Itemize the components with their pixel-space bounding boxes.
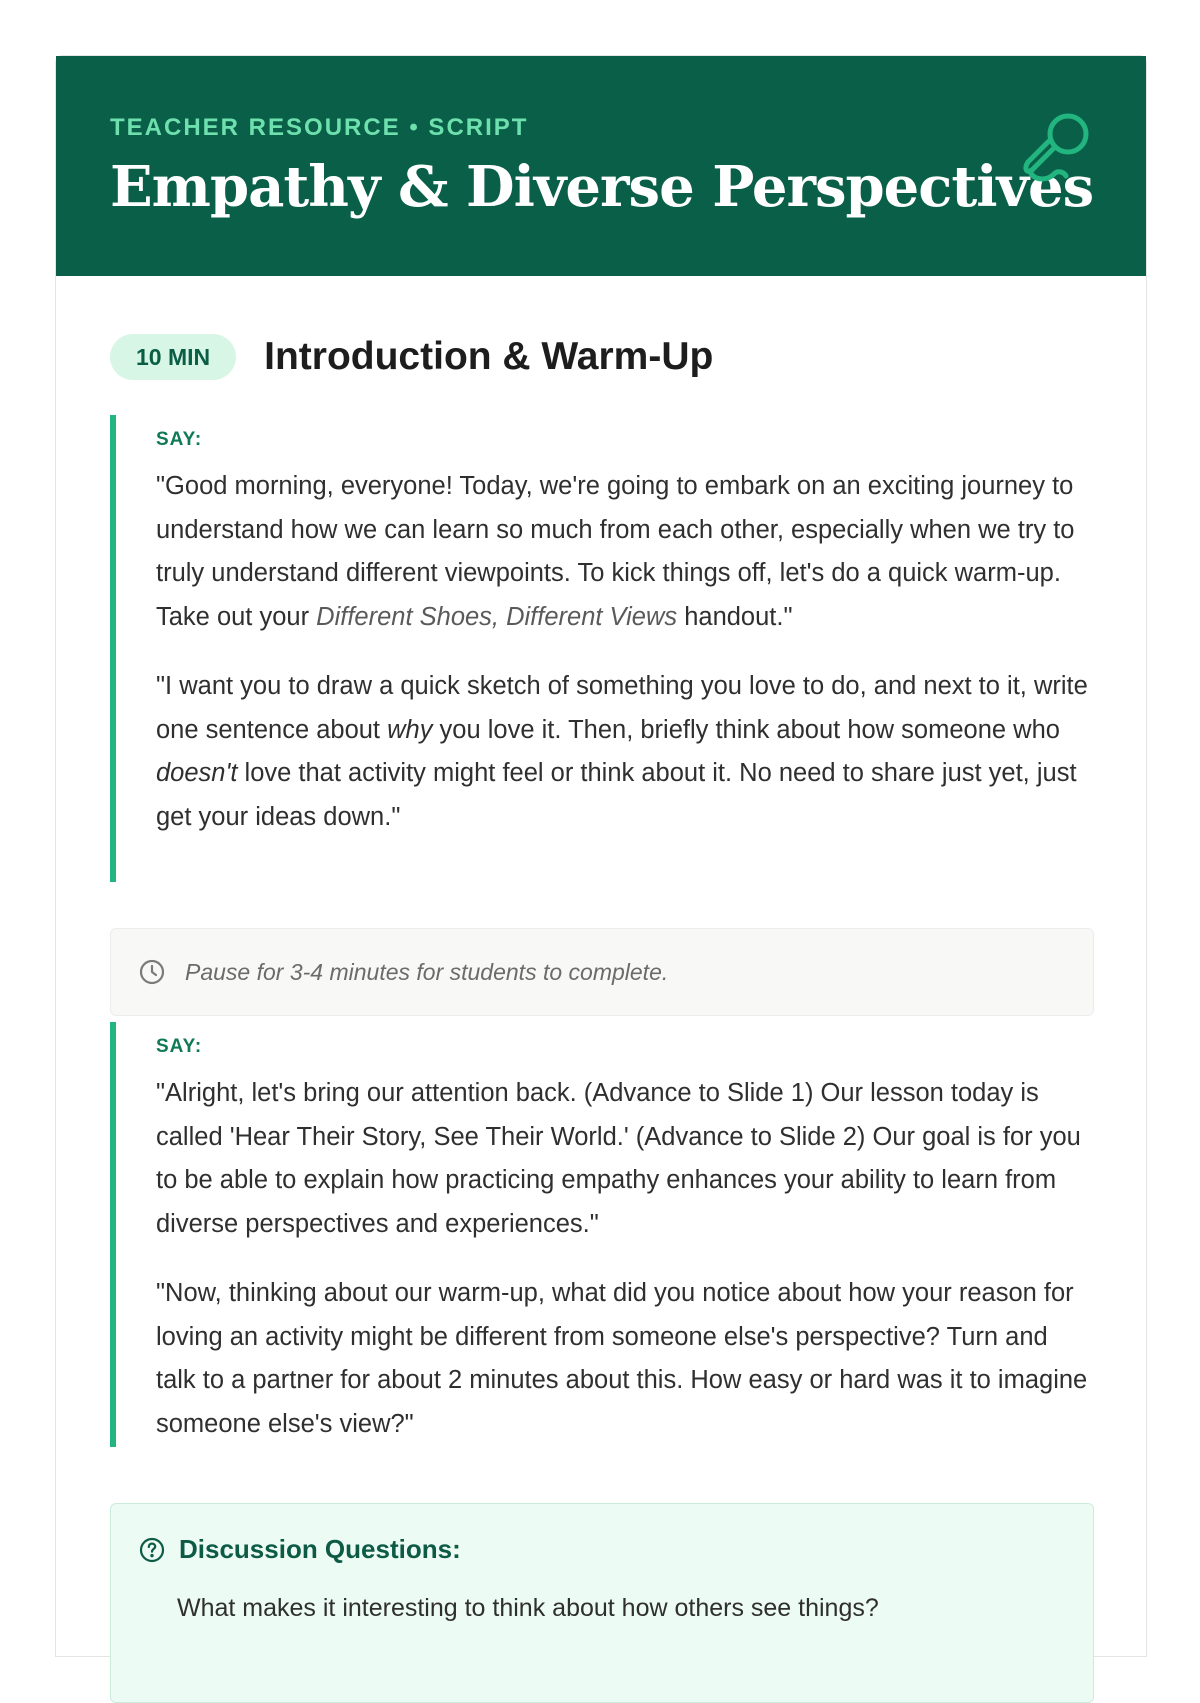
clock-icon	[139, 959, 165, 985]
handout-title: Different Shoes, Different Views	[316, 602, 678, 631]
discussion-title: Discussion Questions:	[179, 1534, 461, 1564]
section-title: Introduction & Warm-Up	[264, 335, 714, 378]
say-label: SAY:	[156, 1036, 203, 1057]
say-label: SAY:	[156, 429, 203, 450]
resource-eyebrow: TEACHER RESOURCE • SCRIPT	[110, 114, 529, 141]
time-badge: 10 MIN	[110, 334, 236, 380]
question-circle-icon	[139, 1537, 165, 1563]
script-card	[55, 55, 1147, 1657]
discussion-questions-box	[110, 1503, 1094, 1703]
say-block	[110, 415, 1092, 882]
discussion-question: What makes it interesting to think about how others see things?	[177, 1594, 879, 1622]
say-paragraph: "Good morning, everyone! Today, we're going to embark on an exciting journey to understand how we can learn so much from each other, especially when we try to truly understand different viewpoints. To kick things off, let's do a quick warm-up. Take out your Different Shoes, Different Views handout."	[156, 472, 1075, 631]
pause-note	[110, 928, 1094, 1016]
pause-text: Pause for 3-4 minutes for students to complete.	[185, 958, 669, 985]
say-paragraph: "I want you to draw a quick sketch of something you love to do, and next to it, write one sentence about why you love it. Then, briefly think about how someone who doesn't love that activity might feel or think about it. No need to share just yet, just get your ideas down."	[156, 672, 1088, 831]
say-paragraph: "Now, thinking about our warm-up, what did you notice about how your reason for loving an activity might be different from someone else's perspective? Turn and talk to a partner for about 2 minutes about this. How easy or hard was it to imagine someone else's view?"	[156, 1279, 1088, 1438]
discussion-heading	[139, 1534, 461, 1565]
section-heading	[110, 333, 713, 381]
microphone-icon	[1022, 110, 1096, 194]
script-header	[56, 56, 1146, 276]
say-block	[110, 1022, 1092, 1447]
page-title: Empathy & Diverse Perspectives	[110, 154, 1094, 220]
say-paragraph: "Alright, let's bring our attention back. (Advance to Slide 1) Our lesson today is called 'Hear Their Story, See Their World.' (Advance to Slide 2) Our goal is for you to be able to explain how practicing empathy enhances your ability to learn from diverse perspectives and experiences."	[156, 1079, 1081, 1238]
